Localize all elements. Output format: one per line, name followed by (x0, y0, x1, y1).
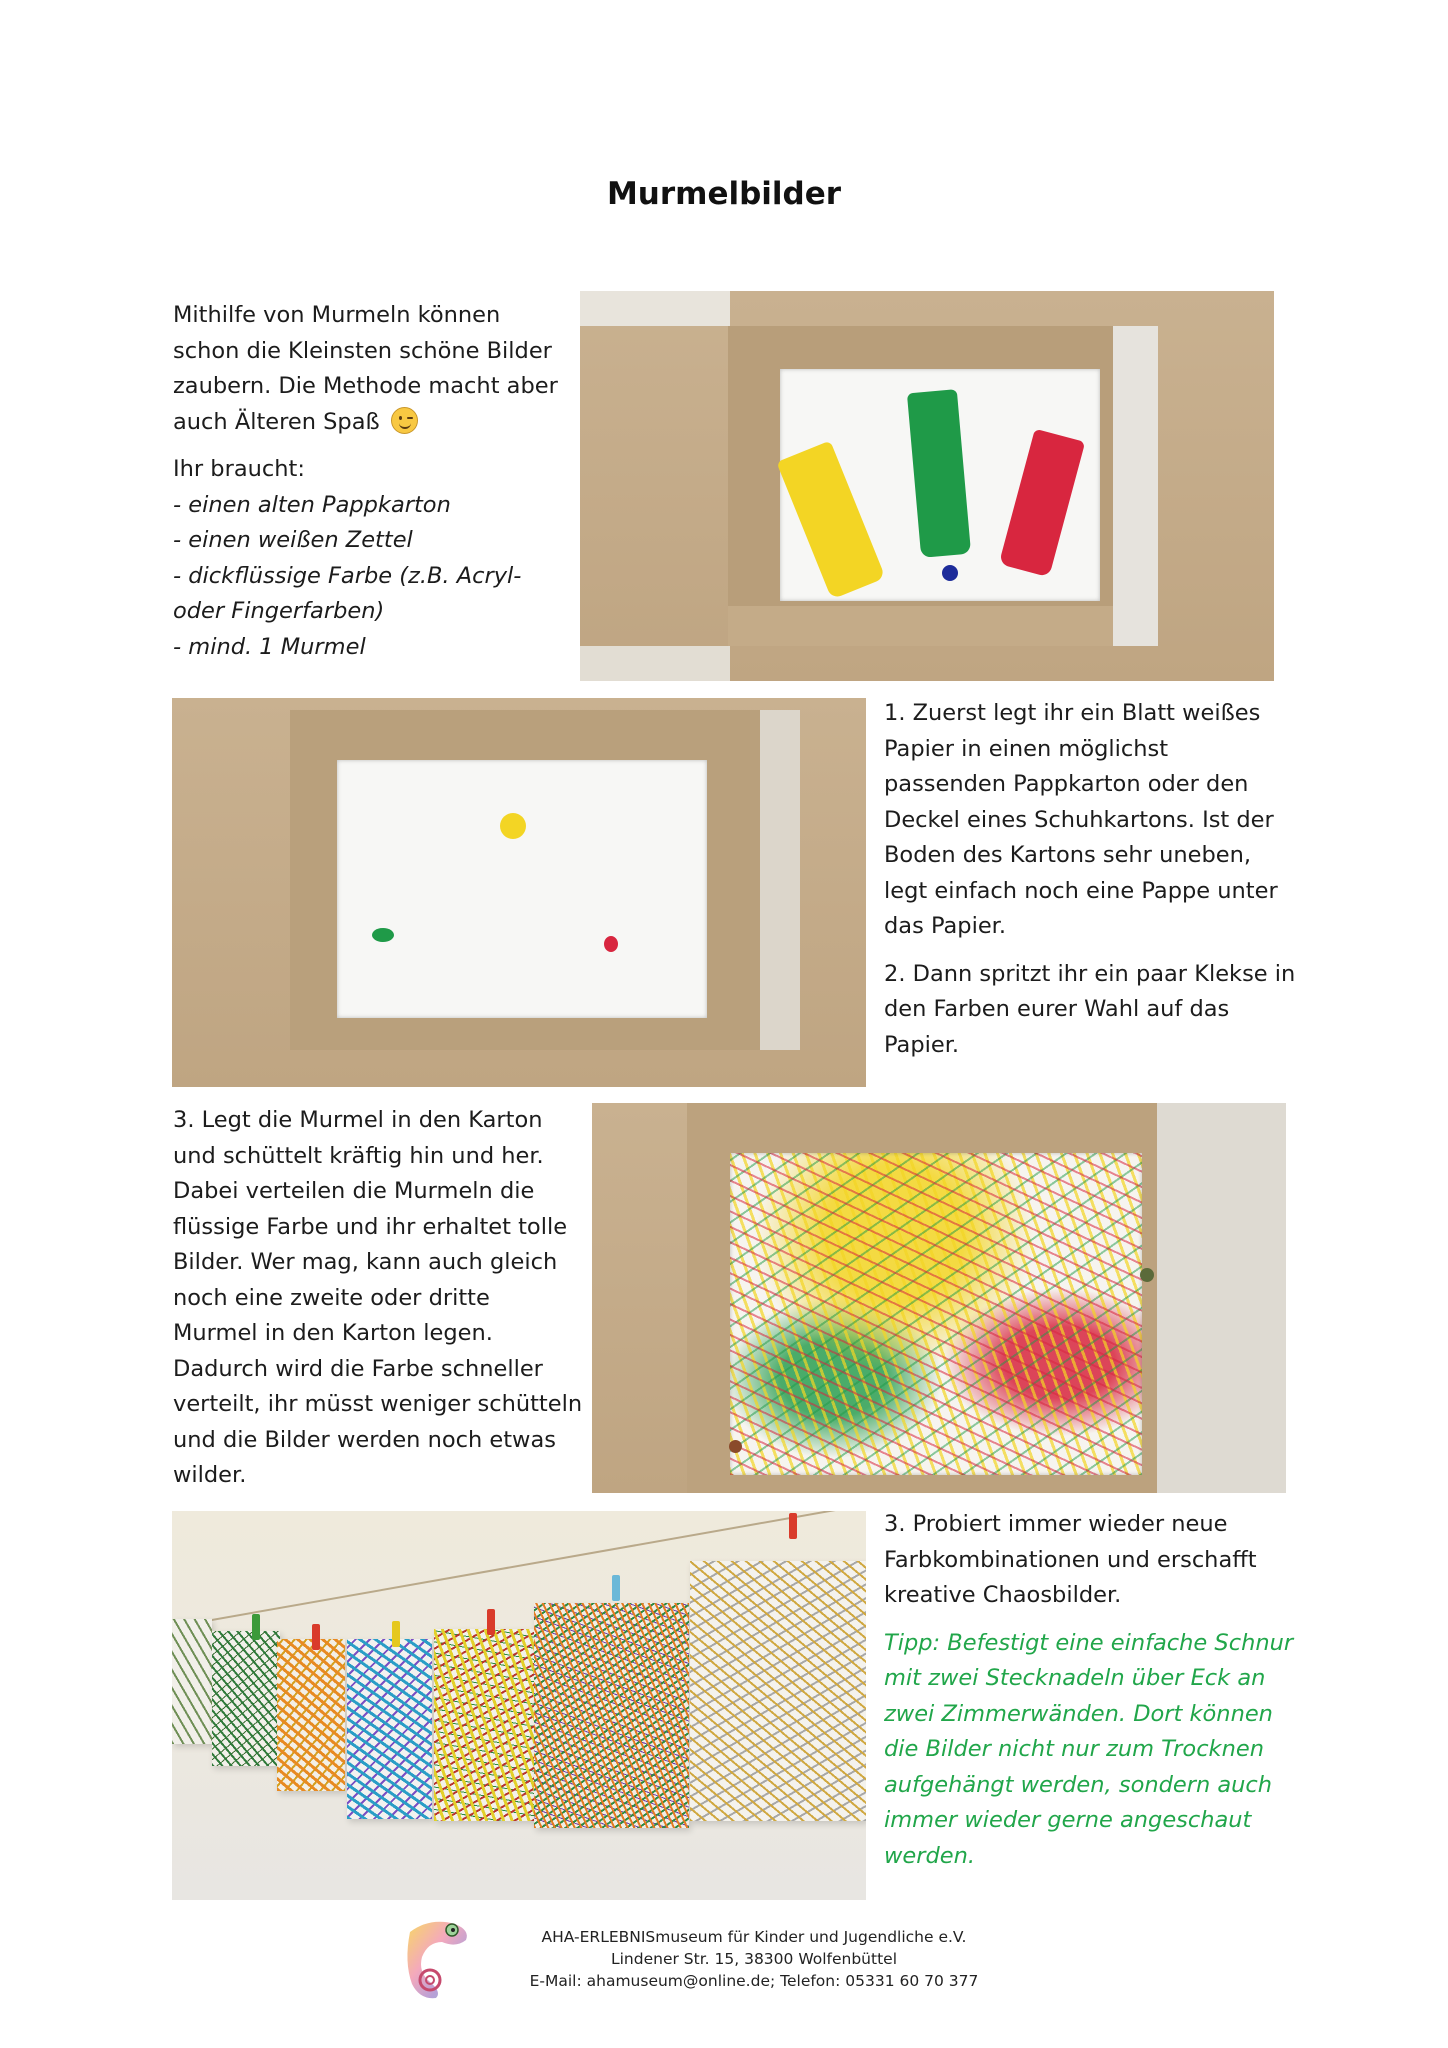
step-4 (884, 1507, 1314, 1614)
intro-paragraph (173, 298, 573, 440)
step-4-text (884, 1507, 1314, 1886)
step-line: Murmel in den Karton legen. (173, 1320, 493, 1346)
tip-line: aufgehängt werden, sondern auch (884, 1771, 1273, 1798)
step-line: Dabei verteilen die Murmeln die (173, 1178, 535, 1204)
step-2 (884, 957, 1304, 1064)
tip-line: zwei Zimmerwänden. Dort können (884, 1700, 1273, 1727)
clothespin (252, 1614, 260, 1640)
material-item: - dickflüssige Farbe (z.B. Acryl- (173, 562, 522, 589)
material-item: - mind. 1 Murmel (173, 633, 366, 660)
material-item: - einen alten Pappkarton (173, 491, 451, 518)
photo-marbled-result (592, 1103, 1286, 1493)
photo-materials (580, 291, 1274, 681)
tip-paragraph (884, 1626, 1314, 1875)
intro-line-with-emoji (173, 405, 573, 441)
step-line: wilder. (173, 1462, 247, 1488)
green-paint-blob (372, 928, 394, 942)
tip-line: mit zwei Stecknadeln über Eck an (884, 1665, 1266, 1691)
intro-line: Mithilfe von Murmeln können (173, 302, 501, 328)
materials-list (173, 452, 573, 665)
step-line: den Farben eurer Wahl auf das (884, 996, 1230, 1022)
step-3-text (173, 1103, 593, 1494)
intro-line: auch Älteren Spaß (173, 408, 380, 435)
step-line: 3. Probiert immer wieder neue (884, 1511, 1228, 1537)
material-item: oder Fingerfarben) (173, 598, 385, 624)
step-line: kreative Chaosbilder. (884, 1582, 1122, 1608)
intro-line: schon die Kleinsten schöne Bilder (173, 337, 552, 364)
step-line: Papier. (884, 1031, 960, 1058)
intro-line: zaubern. Die Methode macht aber (173, 373, 558, 399)
tip-line: immer wieder gerne angeschaut (884, 1807, 1252, 1833)
winking-face-icon (391, 407, 418, 434)
marble (729, 1440, 742, 1453)
clothespin (487, 1609, 495, 1635)
tip-line: Tipp: Befestigt eine einfache Schnur (884, 1629, 1294, 1656)
step-line: Farbkombinationen und erschafft (884, 1546, 1257, 1573)
step-line: legt einfach noch eine Pappe unter (884, 877, 1278, 904)
page-title: Murmelbilder (606, 176, 842, 212)
tip-line: werden. (884, 1842, 976, 1869)
step-line: passenden Pappkarton oder den (884, 771, 1249, 797)
red-paint-blob (604, 936, 618, 952)
step-line: verteilt, ihr müsst weniger schütteln (173, 1391, 583, 1417)
footer (0, 1926, 1448, 1992)
steps-1-2-text (884, 696, 1304, 1075)
footer-organization: AHA-ERLEBNISmuseum für Kinder und Jugendliche e.V. (541, 1928, 967, 1946)
step-line: Deckel eines Schuhkartons. Ist der (884, 806, 1274, 833)
clothespin (312, 1624, 320, 1650)
step-line: Papier in einen möglichst (884, 735, 1169, 762)
step-line: Boden des Kartons sehr uneben, (884, 842, 1251, 868)
step-line: 1. Zuerst legt ihr ein Blatt weißes (884, 700, 1261, 726)
step-line: 2. Dann spritzt ihr ein paar Klekse in (884, 960, 1296, 987)
photo-hanging-pictures (172, 1511, 866, 1900)
step-line: das Papier. (884, 913, 1007, 939)
clothespin (612, 1575, 620, 1601)
marble (1140, 1268, 1154, 1282)
step-line: Dadurch wird die Farbe schneller (173, 1355, 543, 1382)
step-line: und die Bilder werden noch etwas (173, 1426, 556, 1453)
intro-text (173, 298, 573, 665)
photo-paint-blobs (172, 698, 866, 1087)
materials-heading: Ihr braucht: (173, 456, 305, 482)
step-line: Bilder. Wer mag, kann auch gleich (173, 1249, 558, 1275)
blue-marble (942, 565, 958, 581)
step-line: und schüttelt kräftig hin und her. (173, 1142, 544, 1169)
footer-contact: E-Mail: ahamuseum@online.de; Telefon: 05331 60 70 377 (529, 1972, 979, 1990)
step-line: noch eine zweite oder dritte (173, 1284, 490, 1311)
clothespin (392, 1621, 400, 1647)
yellow-paint-blob (500, 813, 526, 839)
marbled-paper (730, 1153, 1142, 1475)
step-line: flüssige Farbe und ihr erhaltet tolle (173, 1213, 568, 1240)
step-line: 3. Legt die Murmel in den Karton (173, 1107, 543, 1133)
clothespin (789, 1513, 797, 1539)
material-item: - einen weißen Zettel (173, 527, 413, 553)
footer-address: Lindener Str. 15, 38300 Wolfenbüttel (610, 1950, 898, 1968)
step-1 (884, 696, 1304, 945)
tip-line: die Bilder nicht nur zum Trocknen (884, 1736, 1264, 1762)
